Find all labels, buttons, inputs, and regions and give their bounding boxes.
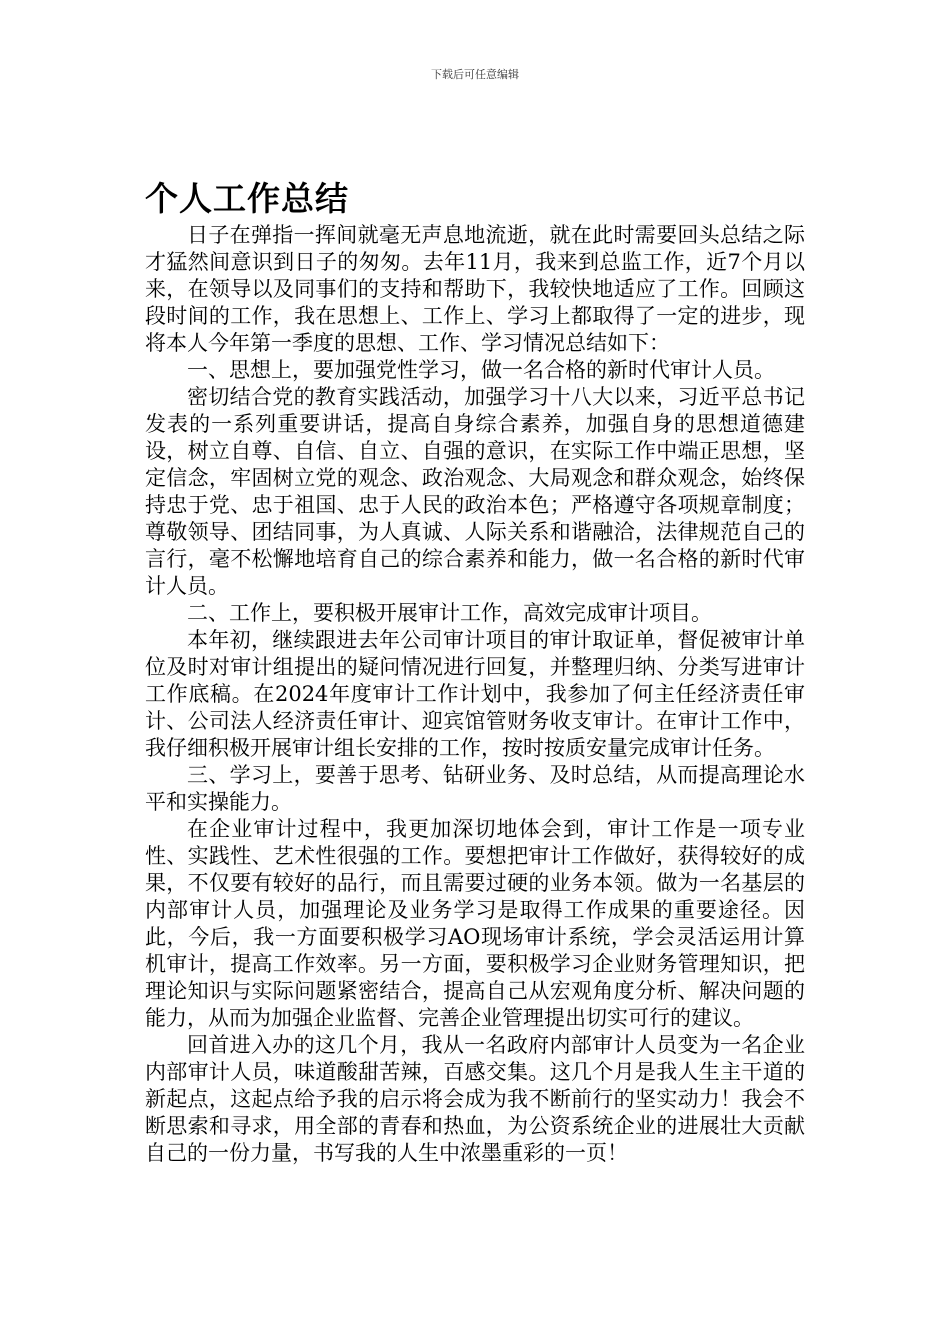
document-title: 个人工作总结: [145, 179, 349, 218]
section-heading-work: 二、工作上，要积极开展审计工作，高效完成审计项目。: [187, 601, 712, 625]
paragraph-study: 在企业审计过程中，我更加深切地体会到，审计工作是一项专业性、实践性、艺术性很强的工作。要想把审计工作做好，获得较好的成果，不仅要有较好的品行，而且需要过硬的业务本领。做为一名基层的内部审计人员，加强理论及业务学习是取得工作成果的重要途径。因此，今后，我一方面要积极学习AO现场审计系统，学会灵活运用计算机审计，提高工作效率。另一方面，要积极学习企业财务管理知识，把理论知识与实际问题紧密结合，提高自己从宏观角度分析、解决问题的能力，从而为加强企业监督、完善企业管理提出切实可行的建议。: [145, 817, 805, 1030]
section-heading-thought: 一、思想上，要加强党性学习，做一名合格的新时代审计人员。: [187, 358, 775, 382]
document: [145, 176, 805, 1167]
paragraph-intro: 日子在弹指一挥间就毫无声息地流逝，就在此时需要回头总结之际才猛然间意识到日子的匆匆。去年11月，我来到总监工作，近7个月以来，在领导以及同事们的支持和帮助下，我较快地适应了工作。回顾这段时间的工作，我在思想上、工作上、学习上都取得了一定的进步，现将本人今年第一季度的思想、工作、学习情况总结如下：: [145, 223, 805, 355]
section-heading-study: 三、学习上，要善于思考、钻研业务、及时总结，从而提高理论水平和实操能力。: [145, 763, 805, 814]
paragraph-conclusion: 回首进入办的这几个月，我从一名政府内部审计人员变为一名企业内部审计人员，味道酸甜苦辣，百感交集。这几个月是我人生主干道的新起点，这起点给予我的启示将会成为我不断前行的坚实动力！我会不断思索和寻求，用全部的青春和热血，为公资系统企业的进展壮大贡献自己的一份力量，书写我的人生中浓墨重彩的一页！: [145, 1033, 805, 1165]
page-header-note: 下载后可任意编辑: [431, 68, 519, 81]
paragraph-work: 本年初，继续跟进去年公司审计项目的审计取证单，督促被审计单位及时对审计组提出的疑问情况进行回复，并整理归纳、分类写进审计工作底稿。在2024年度审计工作计划中，我参加了何主任经济责任审计、公司法人经济责任审计、迎宾馆管财务收支审计。在审计工作中，我仔细积极开展审计组长安排的工作，按时按质安量完成审计任务。: [145, 628, 805, 760]
paragraph-thought: 密切结合党的教育实践活动，加强学习十八大以来，习近平总书记发表的一系列重要讲话，提高自身综合素养，加强自身的思想道德建设，树立自尊、自信、自立、自强的意识，在实际工作中端正思想，坚定信念，牢固树立党的观念、政治观念、大局观念和群众观念，始终保持忠于党、忠于祖国、忠于人民的政治本色；严格遵守各项规章制度；尊敬领导、团结同事，为人真诚、人际关系和谐融洽，法律规范自己的言行，毫不松懈地培育自己的综合素养和能力，做一名合格的新时代审计人员。: [145, 385, 805, 598]
document-body: [145, 222, 805, 1167]
